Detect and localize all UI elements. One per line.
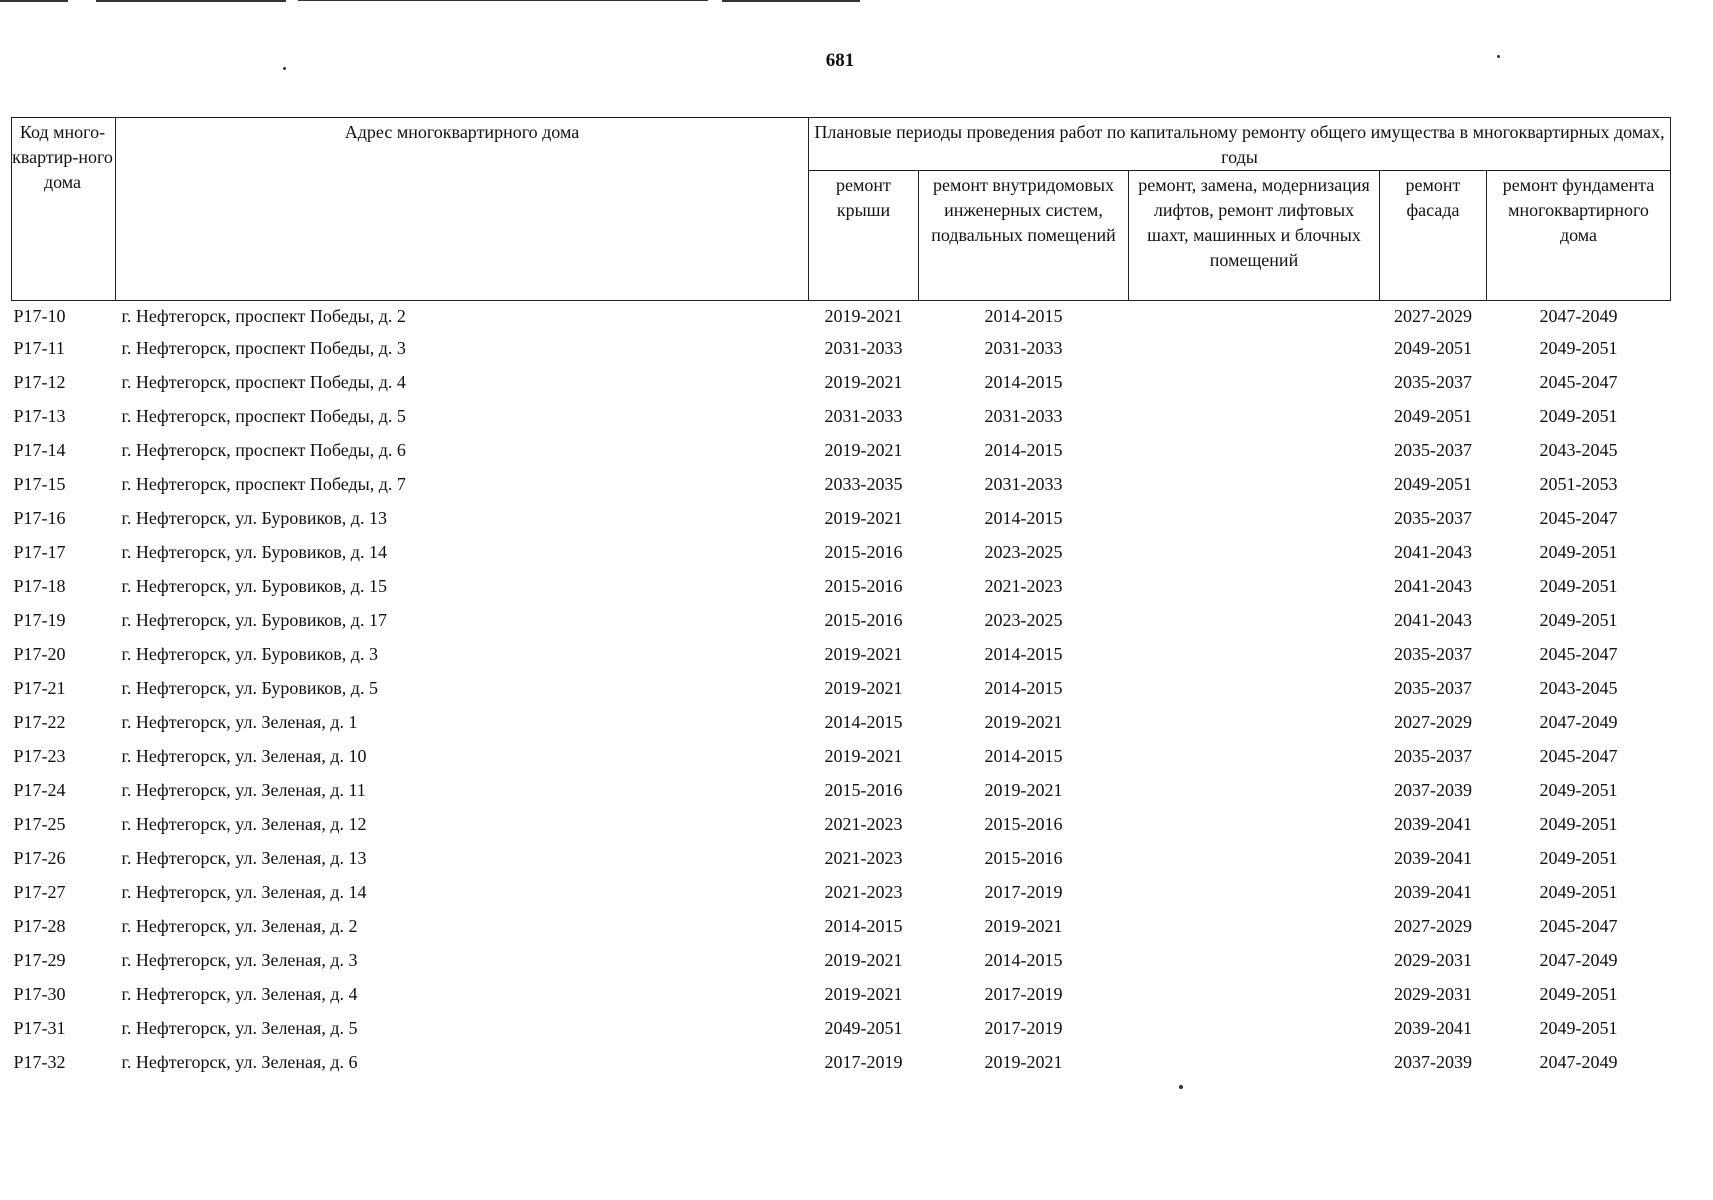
table-row (12, 501, 1671, 535)
header-address: Адрес многоквартирного дома (116, 118, 809, 301)
table-row (12, 909, 1671, 943)
cell-foundation: 2045-2047 (1539, 644, 1618, 664)
cell-code: P17-30 (13, 984, 66, 1004)
cell-address: г. Нефтегорск, ул. Буровиков, д. 14 (121, 542, 387, 562)
cell-code: P17-26 (13, 848, 66, 868)
cell-lifts (1129, 841, 1380, 875)
cell-roof: 2031-2033 (824, 338, 903, 358)
header-foundation: ремонт фундамента многоквартирного дома (1487, 171, 1671, 301)
cell-code: P17-14 (13, 440, 66, 460)
header-row (12, 118, 1671, 171)
cell-address: г. Нефтегорск, ул. Буровиков, д. 17 (121, 610, 387, 630)
header-lifts: ремонт, замена, модернизация лифтов, ремонт лифтовых шахт, машинных и блочных помещений (1129, 171, 1380, 301)
cell-address: г. Нефтегорск, ул. Зеленая, д. 12 (121, 814, 367, 834)
cell-foundation: 2049-2051 (1539, 576, 1618, 596)
cell-foundation: 2047-2049 (1539, 950, 1618, 970)
cell-address: г. Нефтегорск, ул. Зеленая, д. 2 (121, 916, 358, 936)
cell-facade: 2027-2029 (1394, 916, 1472, 936)
table-row (12, 603, 1671, 637)
cell-roof: 2019-2021 (824, 746, 903, 766)
cell-facade: 2049-2051 (1394, 338, 1472, 358)
cell-code: P17-13 (13, 406, 66, 426)
cell-address: г. Нефтегорск, ул. Буровиков, д. 13 (121, 508, 387, 528)
cell-lifts (1129, 365, 1380, 399)
cell-roof: 2019-2021 (824, 306, 903, 326)
cell-lifts (1129, 467, 1380, 501)
table-row (12, 875, 1671, 909)
cell-engineering: 2023-2025 (984, 542, 1063, 562)
cell-facade: 2035-2037 (1394, 678, 1472, 698)
header-facade: ремонт фасада (1380, 171, 1487, 301)
cell-facade: 2035-2037 (1394, 508, 1472, 528)
cell-engineering: 2019-2021 (984, 780, 1063, 800)
scan-top-rule (96, 0, 286, 2)
cell-facade: 2029-2031 (1394, 950, 1472, 970)
table-row (12, 1045, 1671, 1079)
cell-foundation: 2045-2047 (1539, 916, 1618, 936)
cell-engineering: 2019-2021 (984, 1052, 1063, 1072)
cell-lifts (1129, 705, 1380, 739)
cell-engineering: 2031-2033 (984, 474, 1063, 494)
cell-facade: 2029-2031 (1394, 984, 1472, 1004)
cell-roof: 2014-2015 (824, 712, 903, 732)
cell-lifts (1129, 943, 1380, 977)
cell-lifts (1129, 301, 1380, 332)
cell-roof: 2015-2016 (824, 542, 903, 562)
cell-lifts (1129, 535, 1380, 569)
table-row (12, 365, 1671, 399)
table-row (12, 671, 1671, 705)
cell-address: г. Нефтегорск, ул. Зеленая, д. 1 (121, 712, 358, 732)
cell-engineering: 2017-2019 (984, 1018, 1063, 1038)
header-engineering: ремонт внутридомовых инженерных систем, подвальных помещений (919, 171, 1129, 301)
table-row (12, 977, 1671, 1011)
cell-code: P17-27 (13, 882, 66, 902)
cell-facade: 2039-2041 (1394, 814, 1472, 834)
cell-facade: 2027-2029 (1394, 712, 1472, 732)
cell-roof: 2014-2015 (824, 916, 903, 936)
capital-repair-plan-table (11, 117, 1671, 1079)
scan-top-rule (0, 0, 68, 2)
table-row (12, 569, 1671, 603)
cell-foundation: 2045-2047 (1539, 746, 1618, 766)
cell-engineering: 2023-2025 (984, 610, 1063, 630)
cell-engineering: 2017-2019 (984, 984, 1063, 1004)
cell-foundation: 2049-2051 (1539, 610, 1618, 630)
cell-code: P17-20 (13, 644, 66, 664)
cell-lifts (1129, 501, 1380, 535)
cell-address: г. Нефтегорск, проспект Победы, д. 7 (121, 474, 406, 494)
cell-roof: 2019-2021 (824, 984, 903, 1004)
table-row (12, 467, 1671, 501)
cell-address: г. Нефтегорск, ул. Буровиков, д. 15 (121, 576, 387, 596)
cell-foundation: 2051-2053 (1539, 474, 1618, 494)
cell-code: P17-32 (13, 1052, 66, 1072)
cell-engineering: 2014-2015 (984, 746, 1063, 766)
cell-engineering: 2019-2021 (984, 916, 1063, 936)
cell-address: г. Нефтегорск, ул. Зеленая, д. 6 (121, 1052, 358, 1072)
cell-code: P17-21 (13, 678, 66, 698)
cell-code: P17-29 (13, 950, 66, 970)
cell-code: P17-23 (13, 746, 66, 766)
cell-foundation: 2049-2051 (1539, 814, 1618, 834)
cell-lifts (1129, 1011, 1380, 1045)
cell-address: г. Нефтегорск, ул. Зеленая, д. 5 (121, 1018, 358, 1038)
cell-code: P17-24 (13, 780, 66, 800)
cell-facade: 2041-2043 (1394, 542, 1472, 562)
scan-top-rule (722, 0, 860, 2)
cell-facade: 2041-2043 (1394, 610, 1472, 630)
cell-foundation: 2045-2047 (1539, 372, 1618, 392)
table-row (12, 399, 1671, 433)
cell-engineering: 2015-2016 (984, 814, 1063, 834)
cell-foundation: 2049-2051 (1539, 780, 1618, 800)
cell-engineering: 2014-2015 (984, 306, 1063, 326)
cell-lifts (1129, 739, 1380, 773)
header-code: Код много-квартир-ного дома (12, 118, 116, 301)
cell-engineering: 2014-2015 (984, 372, 1063, 392)
cell-facade: 2039-2041 (1394, 848, 1472, 868)
cell-engineering: 2019-2021 (984, 712, 1063, 732)
cell-code: P17-12 (13, 372, 66, 392)
table-row (12, 841, 1671, 875)
cell-engineering: 2014-2015 (984, 440, 1063, 460)
cell-foundation: 2049-2051 (1539, 848, 1618, 868)
cell-roof: 2019-2021 (824, 678, 903, 698)
cell-engineering: 2014-2015 (984, 508, 1063, 528)
cell-engineering: 2021-2023 (984, 576, 1063, 596)
cell-roof: 2015-2016 (824, 780, 903, 800)
cell-foundation: 2045-2047 (1539, 508, 1618, 528)
scan-speck (1179, 1085, 1183, 1089)
cell-engineering: 2014-2015 (984, 950, 1063, 970)
cell-foundation: 2043-2045 (1539, 440, 1618, 460)
cell-code: P17-16 (13, 508, 66, 528)
cell-lifts (1129, 331, 1380, 365)
cell-code: P17-17 (13, 542, 66, 562)
cell-roof: 2021-2023 (824, 848, 903, 868)
cell-roof: 2021-2023 (824, 882, 903, 902)
cell-foundation: 2049-2051 (1539, 338, 1618, 358)
header-roof: ремонт крыши (809, 171, 919, 301)
cell-address: г. Нефтегорск, проспект Победы, д. 4 (121, 372, 406, 392)
cell-facade: 2039-2041 (1394, 882, 1472, 902)
cell-facade: 2035-2037 (1394, 372, 1472, 392)
cell-foundation: 2047-2049 (1539, 306, 1618, 326)
cell-foundation: 2047-2049 (1539, 712, 1618, 732)
table-row (12, 773, 1671, 807)
cell-engineering: 2014-2015 (984, 678, 1063, 698)
table-row (12, 433, 1671, 467)
cell-address: г. Нефтегорск, ул. Зеленая, д. 14 (121, 882, 367, 902)
table-row (12, 535, 1671, 569)
cell-lifts (1129, 875, 1380, 909)
table-row (12, 943, 1671, 977)
cell-lifts (1129, 637, 1380, 671)
cell-lifts (1129, 1045, 1380, 1079)
cell-facade: 2027-2029 (1394, 306, 1472, 326)
cell-address: г. Нефтегорск, ул. Зеленая, д. 3 (121, 950, 358, 970)
cell-facade: 2037-2039 (1394, 1052, 1472, 1072)
cell-address: г. Нефтегорск, ул. Зеленая, д. 4 (121, 984, 358, 1004)
cell-address: г. Нефтегорск, ул. Буровиков, д. 5 (121, 678, 378, 698)
table-row (12, 1011, 1671, 1045)
header-periods-group: Плановые периоды проведения работ по капитальному ремонту общего имущества в многоквартирных домах, годы (809, 118, 1671, 171)
cell-lifts (1129, 977, 1380, 1011)
cell-engineering: 2015-2016 (984, 848, 1063, 868)
cell-facade: 2035-2037 (1394, 440, 1472, 460)
cell-roof: 2049-2051 (824, 1018, 903, 1038)
cell-code: P17-18 (13, 576, 66, 596)
cell-foundation: 2049-2051 (1539, 406, 1618, 426)
cell-code: P17-10 (13, 306, 66, 326)
cell-roof: 2019-2021 (824, 950, 903, 970)
cell-facade: 2035-2037 (1394, 644, 1472, 664)
cell-address: г. Нефтегорск, ул. Буровиков, д. 3 (121, 644, 378, 664)
table-row (12, 301, 1671, 332)
cell-code: P17-31 (13, 1018, 66, 1038)
cell-address: г. Нефтегорск, проспект Победы, д. 5 (121, 406, 406, 426)
page-number: 681 (825, 50, 855, 71)
cell-lifts (1129, 433, 1380, 467)
cell-code: P17-15 (13, 474, 66, 494)
cell-foundation: 2049-2051 (1539, 882, 1618, 902)
cell-lifts (1129, 399, 1380, 433)
cell-roof: 2019-2021 (824, 644, 903, 664)
cell-facade: 2049-2051 (1394, 474, 1472, 494)
cell-facade: 2041-2043 (1394, 576, 1472, 596)
cell-roof: 2019-2021 (824, 440, 903, 460)
cell-address: г. Нефтегорск, проспект Победы, д. 2 (121, 306, 406, 326)
cell-foundation: 2049-2051 (1539, 542, 1618, 562)
cell-lifts (1129, 807, 1380, 841)
cell-lifts (1129, 671, 1380, 705)
cell-address: г. Нефтегорск, ул. Зеленая, д. 13 (121, 848, 367, 868)
cell-lifts (1129, 603, 1380, 637)
cell-lifts (1129, 569, 1380, 603)
cell-roof: 2033-2035 (824, 474, 903, 494)
cell-foundation: 2049-2051 (1539, 1018, 1618, 1038)
cell-roof: 2019-2021 (824, 508, 903, 528)
cell-foundation: 2047-2049 (1539, 1052, 1618, 1072)
cell-facade: 2039-2041 (1394, 1018, 1472, 1038)
cell-code: P17-25 (13, 814, 66, 834)
cell-address: г. Нефтегорск, ул. Зеленая, д. 10 (121, 746, 367, 766)
cell-code: P17-19 (13, 610, 66, 630)
cell-engineering: 2031-2033 (984, 406, 1063, 426)
cell-code: P17-28 (13, 916, 66, 936)
cell-engineering: 2031-2033 (984, 338, 1063, 358)
table-row (12, 637, 1671, 671)
cell-foundation: 2043-2045 (1539, 678, 1618, 698)
cell-code: P17-11 (13, 338, 65, 358)
table-row (12, 807, 1671, 841)
cell-facade: 2037-2039 (1394, 780, 1472, 800)
cell-address: г. Нефтегорск, проспект Победы, д. 3 (121, 338, 406, 358)
cell-engineering: 2014-2015 (984, 644, 1063, 664)
cell-roof: 2019-2021 (824, 372, 903, 392)
cell-roof: 2031-2033 (824, 406, 903, 426)
cell-lifts (1129, 909, 1380, 943)
cell-foundation: 2049-2051 (1539, 984, 1618, 1004)
cell-code: P17-22 (13, 712, 66, 732)
table-body (12, 301, 1671, 1080)
scan-top-rule (298, 0, 708, 1)
cell-address: г. Нефтегорск, проспект Победы, д. 6 (121, 440, 406, 460)
table-row (12, 739, 1671, 773)
cell-facade: 2049-2051 (1394, 406, 1472, 426)
cell-facade: 2035-2037 (1394, 746, 1472, 766)
table-row (12, 331, 1671, 365)
cell-roof: 2015-2016 (824, 610, 903, 630)
cell-roof: 2017-2019 (824, 1052, 903, 1072)
cell-roof: 2015-2016 (824, 576, 903, 596)
cell-roof: 2021-2023 (824, 814, 903, 834)
cell-engineering: 2017-2019 (984, 882, 1063, 902)
cell-lifts (1129, 773, 1380, 807)
cell-address: г. Нефтегорск, ул. Зеленая, д. 11 (121, 780, 366, 800)
table-row (12, 705, 1671, 739)
